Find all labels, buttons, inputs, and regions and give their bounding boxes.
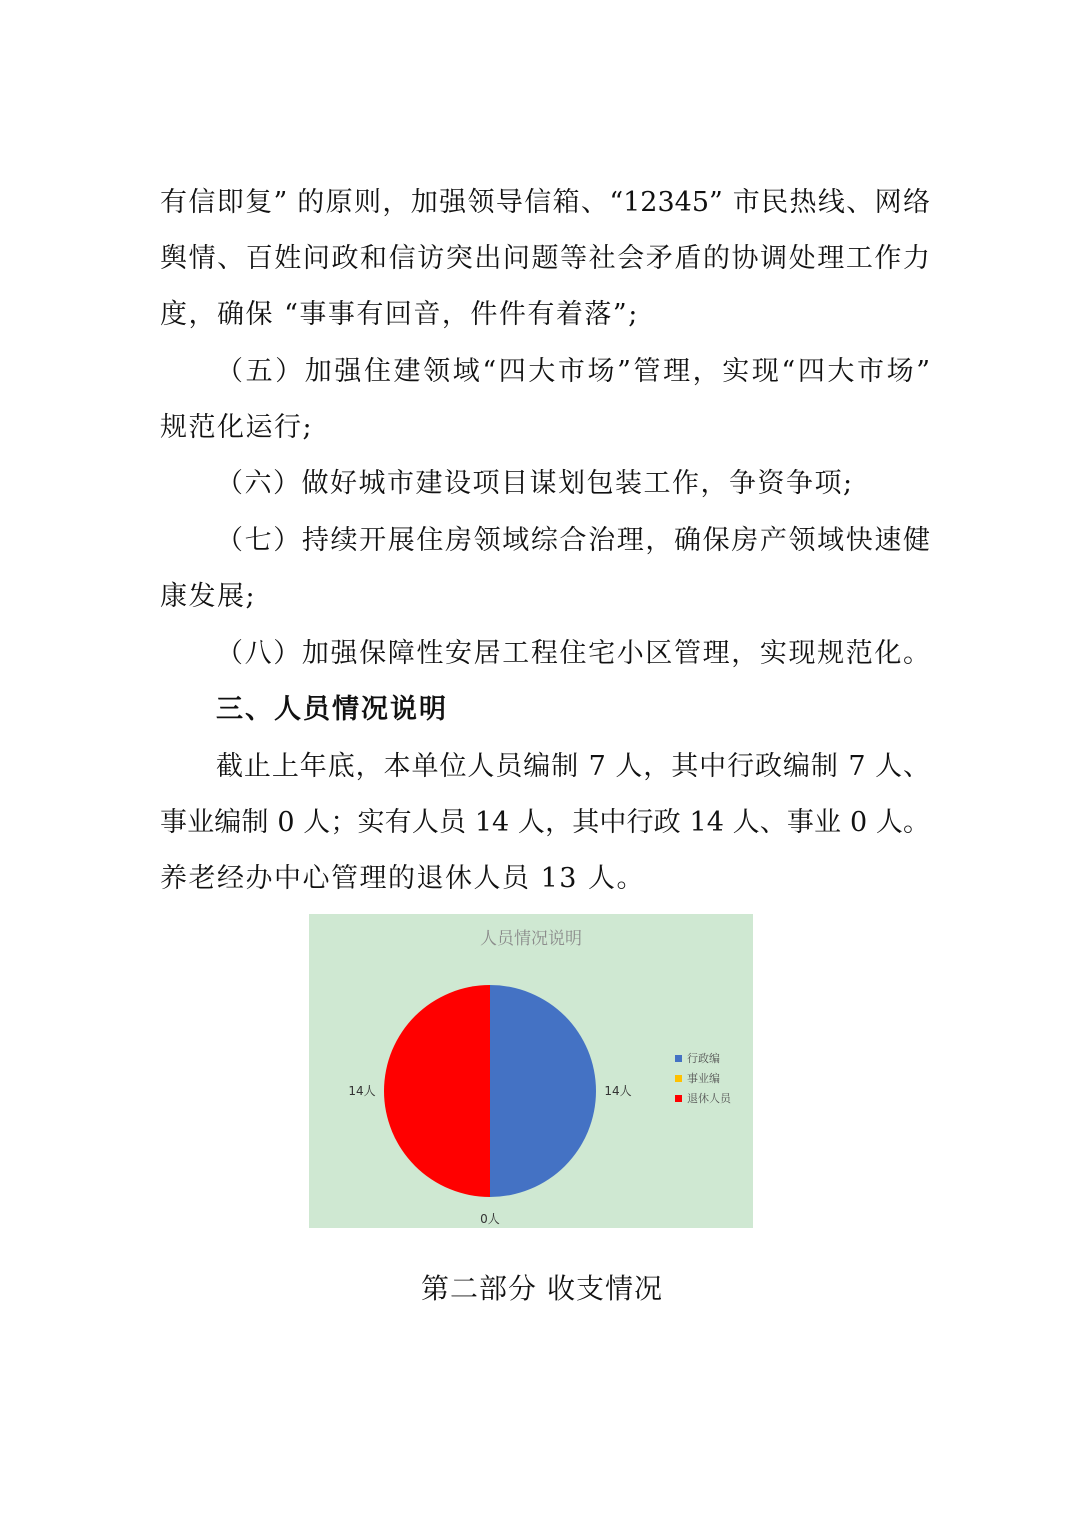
body-line-5: 规范化运行; [160, 412, 314, 443]
pie-slices [384, 985, 596, 1197]
body-line-4: （五）加强住建领域“四大市场”管理，实现“四大市场” [216, 356, 930, 387]
body-line-3: 度，确保 “事事有回音，件件有着落”; [160, 299, 639, 330]
legend-label-3: 退休人员 [687, 1092, 731, 1105]
body-line-6: （六）做好城市建设项目谋划包装工作，争资争项; [216, 468, 854, 499]
section-heading: 三、人员情况说明 [216, 694, 448, 725]
pie-slice-1 [490, 985, 596, 1197]
legend-label-1: 行政编 [687, 1052, 720, 1065]
staff-line-1: 截止上年底，本单位人员编制 7 人，其中行政编制 7 人、 [216, 751, 930, 782]
body-line-1: 有信即复” 的原则，加强领导信箱、“12345” 市民热线、网络 [160, 187, 930, 218]
staff-line-3: 养老经办中心管理的退休人员 13 人。 [160, 863, 646, 894]
legend-swatch-2 [675, 1075, 682, 1082]
legend-swatch-1 [675, 1055, 682, 1062]
pie-data-label-3: 14人 [348, 1084, 376, 1098]
pie-data-label-1: 14人 [604, 1084, 632, 1098]
legend-swatch-3 [675, 1095, 682, 1102]
body-line-2: 舆情、百姓问政和信访突出问题等社会矛盾的协调处理工作力 [160, 243, 930, 274]
pie-chart-svg [309, 914, 753, 1228]
body-line-9: （八）加强保障性安居工程住宅小区管理，实现规范化。 [216, 638, 930, 669]
chart-title: 人员情况说明 [480, 929, 582, 949]
body-line-7: （七）持续开展住房领域综合治理，确保房产领域快速健 [216, 525, 930, 556]
pie-slice-3 [384, 985, 490, 1197]
staff-pie-chart [309, 914, 753, 1228]
staff-line-2: 事业编制 0 人；实有人员 14 人，其中行政 14 人、事业 0 人。 [160, 807, 930, 838]
legend-label-2: 事业编 [687, 1072, 720, 1085]
pie-data-label-2: 0人 [480, 1212, 500, 1226]
chart-legend [675, 1051, 732, 1105]
part-title: 第二部分 收支情况 [421, 1272, 663, 1305]
body-line-8: 康发展; [160, 581, 257, 612]
